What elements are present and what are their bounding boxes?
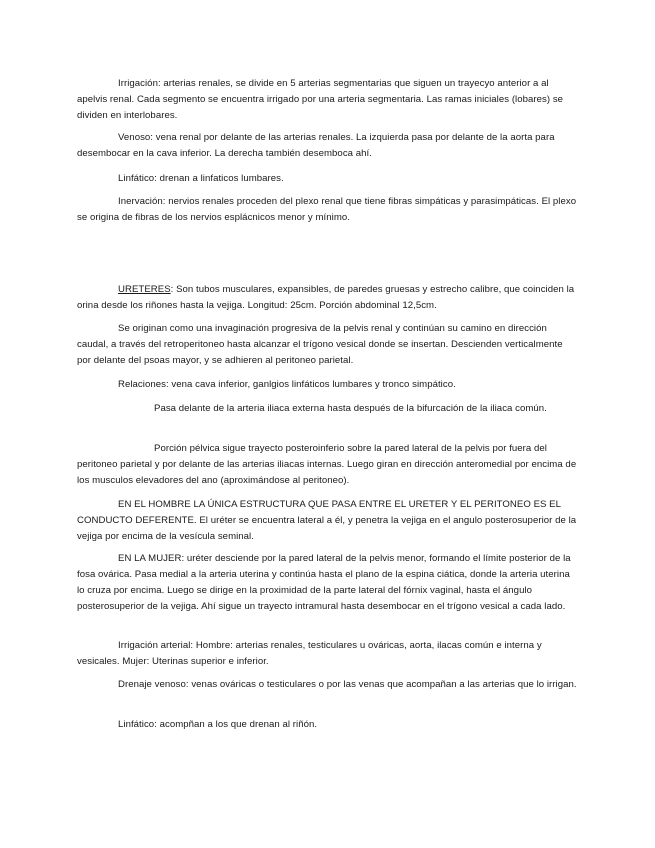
ureteres-text: : Son tubos musculares, expansibles, de paredes gruesas y estrecho calibre, que coinciden la orina desde los riñones hasta la vejiga. Longitud: 25cm. Porción abdominal 12,5cm.	[77, 284, 575, 311]
paragraph-pasa-delante: Pasa delante de la arteria iliaca externa hasta después de la bifurcación de la iliaca común.	[154, 403, 547, 414]
ureteres-heading: URETERES	[118, 284, 171, 295]
paragraph-porcion-pelvica: Porción pélvica sigue trayecto posteroinferio sobre la pared lateral de la pelvis por fuera del peritoneo parietal y por delante de las arterias iliacas internas. Luego giran en dirección anteromedial por encima de los musculos elevadores del ano (aproximándose al peritoneo).	[77, 443, 577, 486]
paragraph-inervacion: Inervación: nervios renales proceden del plexo renal que tiene fibras simpáticas y parasimpáticas. El plexo se origina de fibras de los nervios esplácnicos menor y mínimo.	[77, 196, 577, 223]
paragraph-venoso: Venoso: vena renal por delante de las arterias renales. La izquierda pasa por delante de la aorta para desembocar en la cava inferior. La derecha también desemboca ahí.	[77, 132, 555, 159]
paragraph-irrigacion-arterial: Irrigación arterial: Hombre: arterias renales, testiculares u ováricas, aorta, ilacas común e interna y vesicales. Mujer: Uterinas superior e inferior.	[77, 640, 542, 667]
paragraph-ureteres	[77, 282, 577, 314]
paragraph-relaciones: Relaciones: vena cava inferior, ganlgios linfáticos lumbares y tronco simpático.	[118, 379, 456, 390]
paragraph-hombre: EN EL HOMBRE LA ÚNICA ESTRUCTURA QUE PASA ENTRE EL URETER Y EL PERITONEO ES EL CONDUCTO DEFERENTE. El uréter se encuentra lateral a él, y penetra la vejiga en el angulo posterosuperior de la vejiga por encima de la vesícula seminal.	[77, 499, 577, 542]
paragraph-linfatico-2: Linfático: acompñan a los que drenan al riñón.	[118, 719, 318, 730]
paragraph-linfatico: Linfático: drenan a linfaticos lumbares.	[118, 173, 284, 184]
paragraph-origen: Se originan como una invaginación progresiva de la pelvis renal y continúan su camino en dirección caudal, a través del retroperitoneo hasta alcanzar el trígono vesical donde se insertan. Descienden verticalmente por delante del psoas mayor, y se adhieren al peritoneo parietal.	[77, 323, 563, 366]
paragraph-drenaje: Drenaje venoso: venas ováricas o testiculares o por las venas que acompañan a las arterias que lo irrigan.	[118, 679, 577, 690]
paragraph-irrigacion: Irrigación: arterias renales, se divide en 5 arterias segmentarias que siguen un trayecyo anterior a al apelvis renal. Cada segmento se encuentra irrigado por una arteria segmentaria. Las ramas iniciales (lobares) se dividen en interlobares.	[77, 78, 564, 121]
paragraph-mujer: EN LA MUJER: uréter desciende por la pared lateral de la pelvis menor, formando el límite posterior de la fosa ovárica. Pasa medial a la arteria uterina y continúa hasta el plano de la espina ciática, donde la arteria uterina lo cruza por encima. Luego se dirige en la proximidad de la parte lateral del fórnix vaginal, hasta el ángulo posterosuperior de la vejiga. Ahí sigue un trayecto intramural hasta desembocar en el trígono vesical a cada lado.	[77, 553, 571, 612]
